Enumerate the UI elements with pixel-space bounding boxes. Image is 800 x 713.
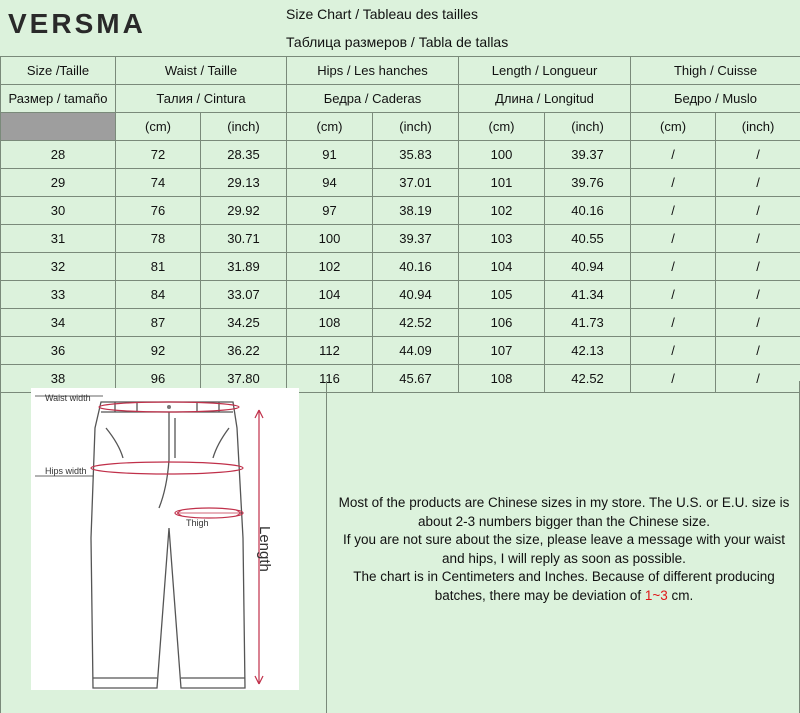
note-line [331,587,797,606]
value-cell: 40.94 [545,253,631,281]
table-row [1,141,800,169]
value-cell: 106 [459,309,545,337]
table-row [1,281,800,309]
table-row [1,337,800,365]
value-cell: 39.76 [545,169,631,197]
value-cell: / [716,225,800,253]
value-cell: 102 [287,253,373,281]
value-cell: 92 [116,337,201,365]
value-cell: 41.34 [545,281,631,309]
value-cell: 104 [287,281,373,309]
thigh-measure-icon [175,508,243,518]
chart-title [210,0,590,56]
value-cell: / [631,281,716,309]
size-cell: 30 [1,197,116,225]
value-cell: 31.89 [201,253,287,281]
table-row [1,225,800,253]
size-cell: 29 [1,169,116,197]
value-cell: 78 [116,225,201,253]
value-cell: 42.52 [373,309,459,337]
value-cell: / [716,253,800,281]
unit-cell: (cm) [631,113,716,141]
value-cell: 87 [116,309,201,337]
header-size-ru: Размер / tamaño [1,85,116,113]
size-cell: 36 [1,337,116,365]
size-cell: 28 [1,141,116,169]
units-blank-cell [1,113,116,141]
value-cell: 102 [459,197,545,225]
table-row [1,253,800,281]
note-line: The chart is in Centimeters and Inches. Because of different producing [353,569,775,584]
waist-width-label: Waist width [45,393,91,403]
value-cell: 29.92 [201,197,287,225]
value-cell: / [631,309,716,337]
value-cell: / [631,225,716,253]
table-row [1,197,800,225]
table-row [1,169,800,197]
value-cell: 100 [287,225,373,253]
pants-illustration [31,388,299,690]
value-cell: 103 [459,225,545,253]
value-cell: 105 [459,281,545,309]
value-cell: 96 [116,365,201,393]
header-row-2 [1,85,800,113]
header-waist-en: Waist / Taille [116,57,287,85]
value-cell: 35.83 [373,141,459,169]
value-cell: 33.07 [201,281,287,309]
value-cell: 104 [459,253,545,281]
value-cell: 38.19 [373,197,459,225]
table-row [1,309,800,337]
unit-cell: (cm) [287,113,373,141]
value-cell: 74 [116,169,201,197]
header-row-1 [1,57,800,85]
value-cell: 29.13 [201,169,287,197]
header-thigh-en: Thigh / Cuisse [631,57,800,85]
value-cell: / [716,365,800,393]
value-cell: 97 [287,197,373,225]
value-cell: / [631,337,716,365]
value-cell: / [631,197,716,225]
length-label: Length [256,526,273,572]
value-cell: 44.09 [373,337,459,365]
value-cell: / [716,337,800,365]
note-line: Most of the products are Chinese sizes in my store. The U.S. or E.U. size is [338,495,790,510]
note-line: and hips, I will reply as soon as possible. [442,550,686,566]
value-cell: 108 [287,309,373,337]
unit-cell: (inch) [373,113,459,141]
header-waist-ru: Талия / Cintura [116,85,287,113]
value-cell: 40.16 [545,197,631,225]
value-cell: 40.55 [545,225,631,253]
value-cell: / [716,281,800,309]
size-cell: 33 [1,281,116,309]
value-cell: 34.25 [201,309,287,337]
note-cell [327,381,800,713]
header-length-ru: Длина / Longitud [459,85,631,113]
title-line-1: Size Chart / Tableau des tailles [286,6,478,22]
diagram-cell [0,381,327,713]
size-cell: 32 [1,253,116,281]
value-cell: 112 [287,337,373,365]
unit-cell: (cm) [116,113,201,141]
bottom-section [0,381,800,713]
note-text: cm. [667,587,694,603]
value-cell: 45.67 [373,365,459,393]
value-cell: 100 [459,141,545,169]
value-cell: 84 [116,281,201,309]
value-cell: 40.16 [373,253,459,281]
size-cell: 31 [1,225,116,253]
value-cell: / [631,169,716,197]
note-line: If you are not sure about the size, please leave a message with your waist [343,532,785,547]
value-cell: 36.22 [201,337,287,365]
pants-outline-icon [91,402,245,688]
units-row [1,113,800,141]
value-cell: 81 [116,253,201,281]
thigh-label: Thigh [186,518,209,528]
value-cell: 37.80 [201,365,287,393]
value-cell: 37.01 [373,169,459,197]
header-size-en: Size /Taille [1,57,116,85]
header-length-en: Length / Longueur [459,57,631,85]
header-hips-en: Hips / Les hanches [287,57,459,85]
deviation-value: 1~3 [644,587,668,603]
brand-logo: VERSMA [8,8,146,39]
value-cell: 76 [116,197,201,225]
value-cell: 108 [459,365,545,393]
value-cell: 28.35 [201,141,287,169]
value-cell: / [716,169,800,197]
value-cell: / [631,253,716,281]
button-icon [167,405,171,409]
value-cell: 39.37 [373,225,459,253]
title-line-2: Таблица размеров / Tabla de tallas [286,34,509,50]
unit-cell: (inch) [201,113,287,141]
value-cell: / [716,197,800,225]
value-cell: 101 [459,169,545,197]
header-hips-ru: Бедра / Caderas [287,85,459,113]
value-cell: / [631,365,716,393]
value-cell: 116 [287,365,373,393]
value-cell: / [631,141,716,169]
hips-width-label: Hips width [45,466,87,476]
note-text: batches, there may be deviation of [434,587,645,603]
unit-cell: (inch) [545,113,631,141]
value-cell: 42.52 [545,365,631,393]
table-body [1,141,800,393]
size-note [331,494,797,605]
value-cell: / [716,141,800,169]
size-cell: 34 [1,309,116,337]
value-cell: 39.37 [545,141,631,169]
value-cell: 107 [459,337,545,365]
size-table [0,56,800,393]
unit-cell: (cm) [459,113,545,141]
pants-diagram [31,388,299,690]
value-cell: 91 [287,141,373,169]
value-cell: 42.13 [545,337,631,365]
unit-cell: (inch) [716,113,800,141]
value-cell: / [716,309,800,337]
value-cell: 30.71 [201,225,287,253]
value-cell: 41.73 [545,309,631,337]
value-cell: 40.94 [373,281,459,309]
size-cell: 38 [1,365,116,393]
header-thigh-ru: Бедро / Muslo [631,85,800,113]
note-line: about 2-3 numbers bigger than the Chinese size. [418,513,710,529]
value-cell: 72 [116,141,201,169]
value-cell: 94 [287,169,373,197]
